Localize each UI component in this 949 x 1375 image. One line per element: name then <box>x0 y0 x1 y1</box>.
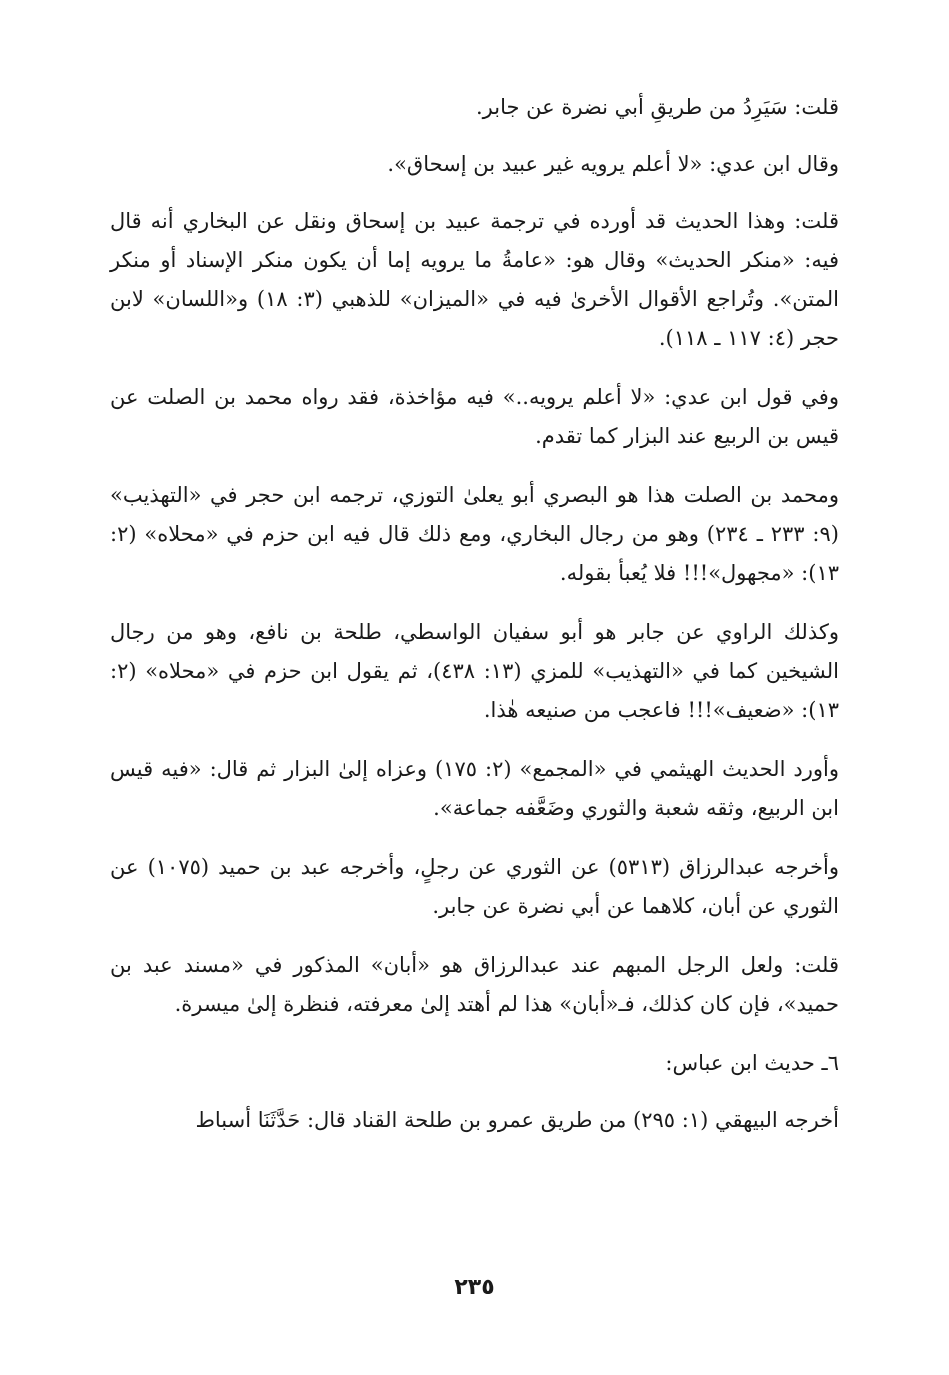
paragraph-4: وفي قول ابن عدي: «لا أعلم يرويه..» فيه مؤاخذة، فقد رواه محمد بن الصلت عن قيس بن الربيع عند البزار كما تقدم. <box>110 385 839 448</box>
paragraph-7: وأورد الحديث الهيثمي في «المجمع» (٢: ١٧٥) وعزاه إلىٰ البزار ثم قال: «فيه قيس ابن الربيع، وثقه شعبة والثوري وضَعَّفه جماعة». <box>110 757 839 820</box>
paragraph-8: وأخرجه عبدالرزاق (٥٣١٣) عن الثوري عن رجلٍ، وأخرجه عبد بن حميد (١٠٧٥) عن الثوري عن أبان، كلاهما عن أبي نضرة عن جابر. <box>110 855 839 918</box>
paragraph-9: قلت: ولعل الرجل المبهم عند عبدالرزاق هو «أبان» المذكور في «مسند عبد بن حميد»، فإن كان كذلك، فـ«أبان» هذا لم أهتد إلىٰ معرفته، فنظرة إلىٰ ميسرة. <box>110 953 839 1016</box>
page-number: ٢٣٥ <box>454 1275 495 1300</box>
paragraph-6: وكذلك الراوي عن جابر هو أبو سفيان الواسطي، طلحة بن نافع، وهو من رجال الشيخين كما في «التهذيب» للمزي (١٣: ٤٣٨)، ثم يقول ابن حزم في «محلاه» (٢: ١٣): «ضعيف»!!! فاعجب من صنيعه هٰذا. <box>110 620 839 722</box>
paragraph-10: أخرجه البيهقي (١: ٢٩٥) من طريق عمرو بن طلحة القناد قال: حَدَّثَنَا أسباط <box>195 1108 839 1132</box>
section-heading: ٦ـ حديث ابن عباس: <box>665 1051 839 1075</box>
paragraph-5: ومحمد بن الصلت هذا هو البصري أبو يعلىٰ التوزي، ترجمه ابن حجر في «التهذيب» (٩: ٢٣٣ ـ ٢٣٤) وهو من رجال البخاري، ومع ذلك قال فيه ابن حزم في «محلاه» (٢: ١٣): «مجهول»!!! فلا يُعبأ بقوله. <box>110 483 839 585</box>
paragraph-3: قلت: وهذا الحديث قد أورده في ترجمة عبيد بن إسحاق ونقل عن البخاري أنه قال فيه: «منكر الحديث» وقال هو: «عامةُ ما يرويه إما أن يكون منكر الإسناد أو منكر المتن». وتُراجع الأقوال الأخرىٰ فيه في «الميزان» للذهبي (٣: ١٨) و«اللسان» لابن حجر (٤: ١١٧ ـ ١١٨). <box>110 209 839 350</box>
page-body <box>110 88 839 1160</box>
paragraph-2: وقال ابن عدي: «لا أعلم يرويه غير عبيد بن إسحاق». <box>387 152 839 176</box>
paragraph-1: قلت: سَيَرِدُ من طريقِ أبي نضرة عن جابر. <box>475 95 839 119</box>
